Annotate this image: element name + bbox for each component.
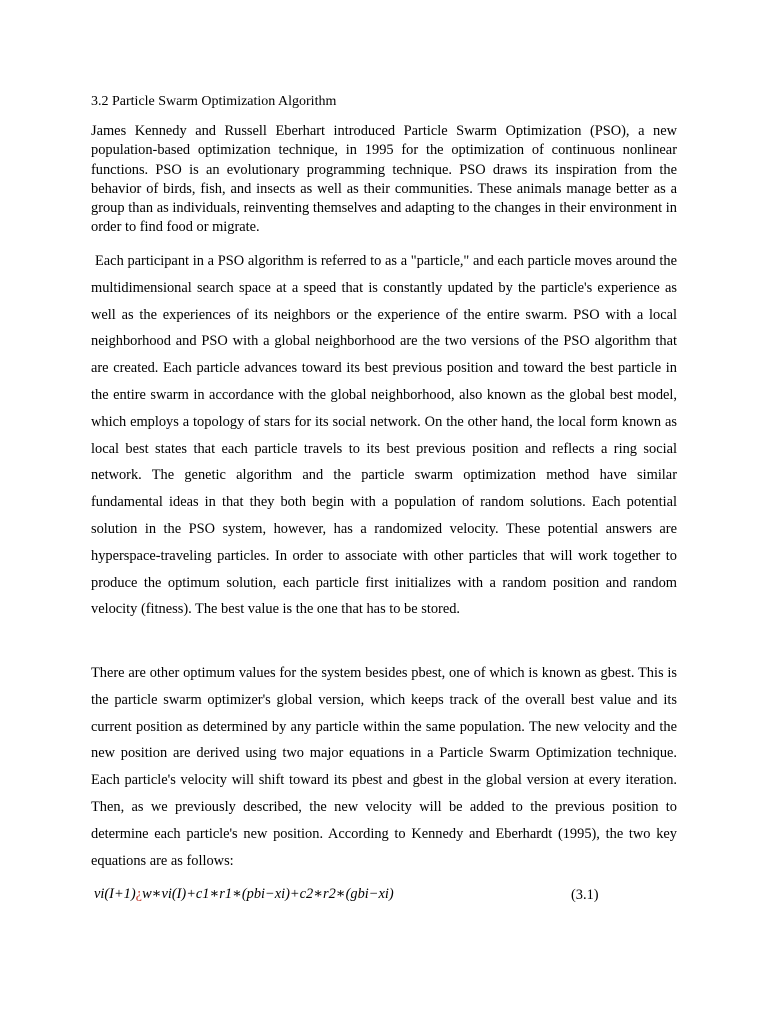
section-heading: 3.2 Particle Swarm Optimization Algorithm xyxy=(91,94,337,109)
equation-lhs: vi(I+1) xyxy=(94,886,136,902)
paragraph-particles: Each participant in a PSO algorithm is referred to as a "particle," and each particle moves around the multidimensional search space at a speed that is constantly updated by the particle's experience as well as the experiences of its neighbors or the experience of the entire swarm. PSO with a local neighborhood and PSO with a global neighborhood are the two versions of the PSO algorithm that are created. Each particle advances toward its best previous position and toward the best particle in the entire swarm in accordance with the global neighborhood, also known as the global best model, which employs a topology of stars for its social network. On the other hand, the local form known as local best states that each particle travels to its best previous position and reflects a ring social network. The genetic algorithm and the particle swarm optimization method have similar fundamental ideas in that they both begin with a population of random solutions. Each potential solution in the PSO system, however, has a randomized velocity. These potential answers are hyperspace-traveling particles. In order to associate with other particles that will work together to produce the optimum solution, each particle first initializes with a random position and random velocity (fitness). The best value is the one that has to be stored. xyxy=(91,253,677,618)
equation-rhs: w∗vi(I)+c1∗r1∗(pbi−xi)+c2∗r2∗(gbi−xi) xyxy=(142,886,394,902)
equation-unknown-glyph: ¿ xyxy=(135,886,143,902)
paragraph-gbest: There are other optimum values for the system besides pbest, one of which is known as gbest. This is the particle swarm optimizer's global version, which keeps track of the overall best value and its current position as determined by any particle within the same population. The new velocity and the new position are derived using two major equations in a Particle Swarm Optimization technique. Each particle's velocity will shift toward its pbest and gbest in the global version at every iteration. Then, as we previously described, the new velocity will be added to the previous position to determine each particle's new position. According to Kennedy and Eberhardt (1995), the two key equations are as follows: xyxy=(91,665,677,869)
equation-number: (3.1) xyxy=(571,887,599,903)
velocity-equation xyxy=(94,884,394,904)
paragraph-intro: James Kennedy and Russell Eberhart introduced Particle Swarm Optimization (PSO), a new population-based optimization technique, in 1995 for the optimization of continuous nonlinear functions. PSO is an evolutionary programming technique. PSO draws its inspiration from the behavior of birds, fish, and insects as well as their communities. These animals manage better as a group than as individuals, reinventing themselves and adapting to the changes in their environment in order to find food or migrate. xyxy=(91,123,677,236)
